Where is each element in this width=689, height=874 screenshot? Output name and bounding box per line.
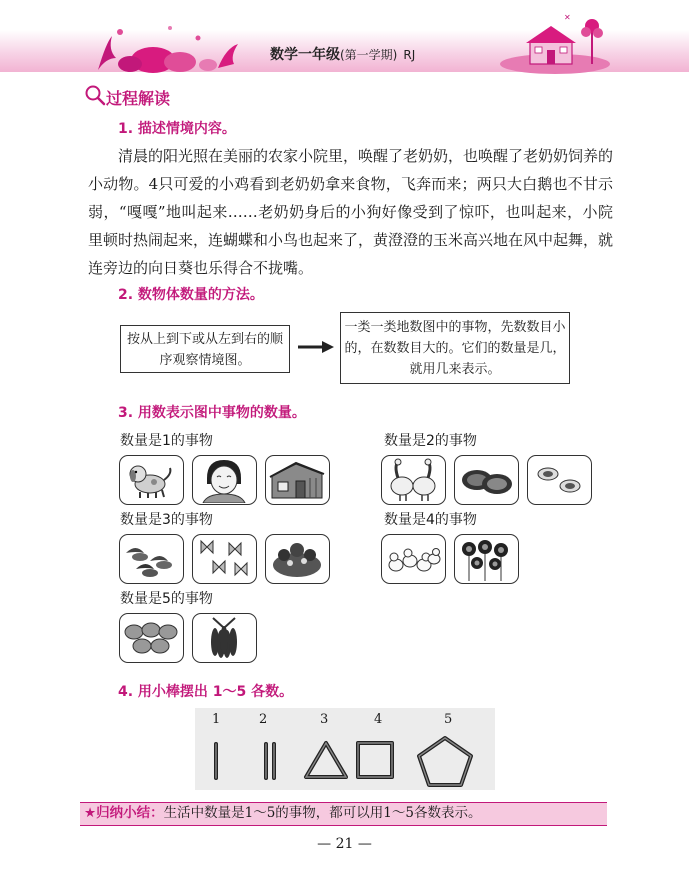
geese-picture [381,455,446,505]
sticks-diagram [195,730,495,790]
sunflowers-icon [455,535,517,582]
arrow-right-icon [296,339,336,355]
pumpkins-picture [119,613,184,663]
method-box-count: 一类一类地数图中的事物，先数数目小的，在数数目大的。它们的数量是几，就用几来表示。 [340,312,570,384]
magnifier-icon [84,84,106,106]
stick-square-icon [358,743,392,777]
farmhouse-icon [266,456,328,503]
food-bowls-picture [454,455,519,505]
method-box-order: 按从上到下或从左到右的顺序观察情境图。 [120,325,290,373]
stick-number-3: 3 [320,712,329,727]
step3-title: 3. 用数表示图中事物的数量。 [118,405,306,421]
book-edition: RJ [403,48,416,62]
summary-label: ★归纳小结： [84,805,164,821]
section-title: 过程解读 [106,89,171,108]
summary-text: 生活中数量是1～5的事物，都可以用1～5各数表示。 [163,805,482,821]
butterflies-icon [193,535,255,582]
dog-picture [119,455,184,505]
group-label-5: 数量是5的事物 [120,591,213,607]
seed-plates-picture [527,455,592,505]
group-label-3: 数量是3的事物 [120,512,213,528]
grandma-icon [193,456,255,503]
food-bowls-icon [455,456,517,503]
flower-bush-picture [265,534,330,584]
stick-triangle-icon [306,743,346,777]
butterflies-picture [192,534,257,584]
dog-icon [120,456,182,503]
svg-text:✕: ✕ [564,13,571,22]
step1-paragraph [88,142,613,282]
flower-bush-icon [266,535,328,582]
corn-icon [193,614,255,661]
book-title: 数学一年级 [270,47,340,63]
chicks-picture [381,534,446,584]
group-label-2: 数量是2的事物 [384,433,477,449]
book-term: (第一学期) [340,48,398,62]
group-label-1: 数量是1的事物 [120,433,213,449]
group-label-4: 数量是4的事物 [384,512,477,528]
header-title [270,44,415,64]
step1-paragraph-text: 清晨的阳光照在美丽的农家小院里，唤醒了老奶奶，也唤醒了老奶奶饲养的小动物。4只可爱的小鸡看到老奶奶拿来食物，飞奔而来；两只大白鹅也不甘示弱，“嘎嘎”地叫起来……老奶奶身后的小狗好像受到了惊吓，也叫起来，小院里顿时热闹起来，连蝴蝶和小鸟也起来了，黄澄澄的玉米高兴地在风中起舞，就连旁边的向日葵也乐得合不拢嘴。 [88,147,614,277]
page-number: — 21 — [317,836,372,852]
header-left-decoration-icon [78,18,248,76]
header-house-decoration-icon [500,12,615,74]
birds-picture [119,534,184,584]
birds-icon [120,535,182,582]
summary-bar [80,802,607,826]
step4-title: 4. 用小棒摆出 1～5 各数。 [118,684,294,700]
sunflowers-picture [454,534,519,584]
stick-two-icon [266,744,274,778]
stick-number-5: 5 [444,712,453,727]
seed-plates-icon [528,456,590,503]
chicks-icon [382,535,444,582]
stick-number-2: 2 [259,712,268,727]
geese-icon [382,456,444,503]
stick-number-1: 1 [212,712,221,727]
pumpkins-icon [120,614,182,661]
house-picture [265,455,330,505]
step2-title: 2. 数物体数量的方法。 [118,287,264,303]
step1-title: 1. 描述情境内容。 [118,121,236,137]
corn-picture [192,613,257,663]
grandma-picture [192,455,257,505]
stick-number-4: 4 [374,712,383,727]
